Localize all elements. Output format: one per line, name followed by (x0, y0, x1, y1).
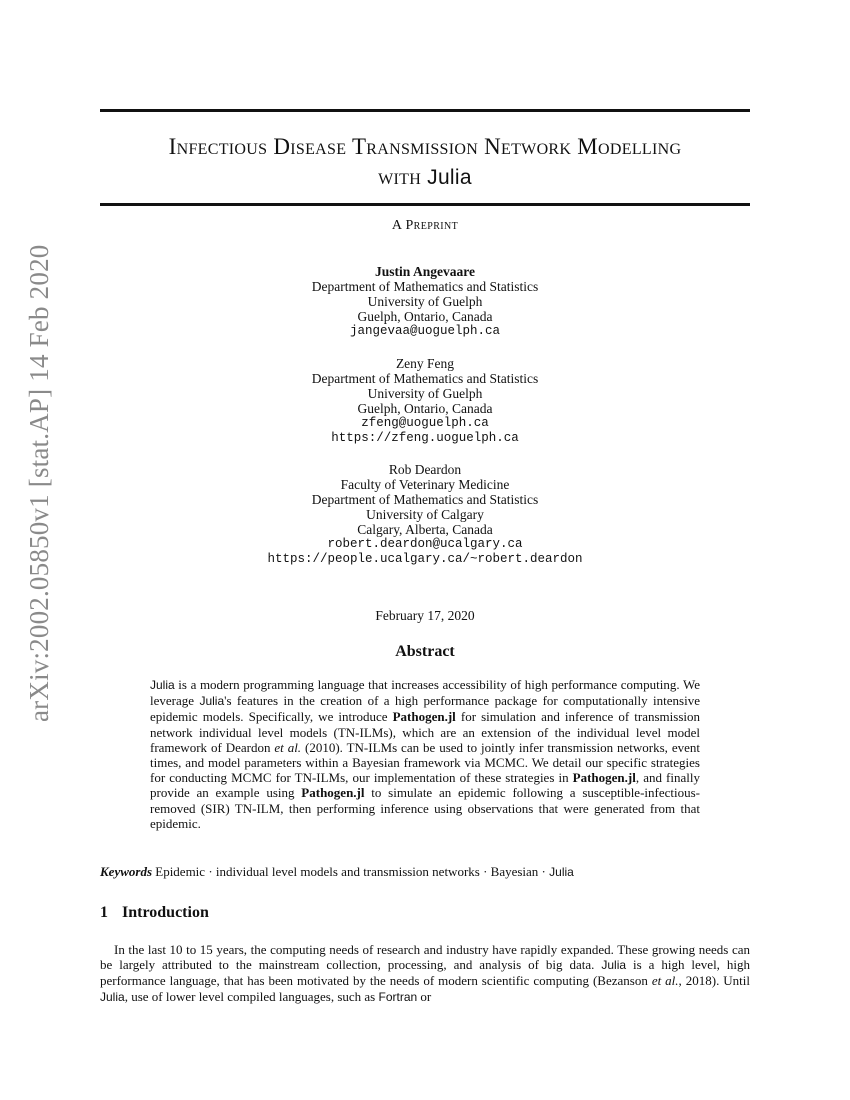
keyword-julia: Julia (549, 865, 574, 879)
author-dept: Department of Mathematics and Statistics (311, 492, 539, 507)
author-url-link[interactable]: https://people.ucalgary.ca/~robert.deardon (267, 552, 583, 566)
author-name: Justin Angevaare (375, 264, 475, 279)
intro-text: is a high level, high performance language, that has been motivated by the needs of modern scientific computing (Bezanson (100, 957, 750, 989)
author-name: Zeny Feng (395, 356, 455, 371)
paper-date: February 17, 2020 (375, 608, 475, 623)
author-email-link[interactable]: robert.deardon@ucalgary.ca (327, 537, 523, 551)
keywords-label: Keywords (100, 864, 152, 879)
author-block-3 (100, 462, 750, 567)
section-heading-introduction (100, 904, 209, 922)
package-name: Pathogen.jl (572, 770, 636, 786)
intro-text: , 2018). Until (678, 973, 751, 989)
intro-text: In the last 10 to 15 years, the computing needs of research and industry have rapidly expanded. These growing needs can be largely attributed to the mainstream collection, processing, and analysis of big data. (100, 942, 750, 973)
abstract-text: to simulate an epidemic following a susceptible-infectious-removed (SIR) TN-ILM, then performing inference using observations that were generated from that epidemic. (150, 785, 701, 831)
title-julia: Julia (427, 166, 472, 189)
abstract-text: 's features in the creation of a high performance package for computationally intensive epidemic models. Specifically, we introduce (150, 693, 700, 725)
paper-title (100, 132, 750, 193)
title-line-2-prefix: with (378, 164, 422, 189)
abstract-heading: Abstract (395, 643, 455, 660)
title-line-1: Infectious Disease Transmission Network Modelling (168, 134, 682, 159)
author-block-1 (100, 264, 750, 339)
section-title: Introduction (122, 904, 209, 921)
package-name: Pathogen.jl (392, 709, 456, 725)
intro-text: , use of lower level compiled languages, such as (124, 988, 379, 1004)
keywords-items: Epidemic · individual level models and transmission networks · Bayesian · (152, 864, 550, 879)
title-rule-bottom (100, 203, 750, 206)
author-name: Rob Deardon (388, 462, 462, 477)
package-name: Pathogen.jl (301, 785, 365, 801)
et-al: et al. (274, 739, 302, 755)
author-univ: University of Guelph (367, 294, 483, 309)
author-location: Guelph, Ontario, Canada (357, 401, 493, 416)
author-dept: Department of Mathematics and Statistics (311, 371, 539, 386)
author-block-2 (100, 356, 750, 446)
arxiv-stamp: arXiv:2002.05850v1 [stat.AP] 14 Feb 2020 (24, 244, 54, 722)
intro-paragraph (100, 942, 750, 1005)
author-univ: University of Guelph (367, 386, 483, 401)
author-dept: Department of Mathematics and Statistics (311, 279, 539, 294)
author-faculty: Faculty of Veterinary Medicine (340, 477, 510, 492)
abstract-text: for simulation and inference of transmission network individual level models (TN-ILMs), which are an extension of the individual level model framework of Deardon (150, 709, 700, 755)
title-rule-top (100, 109, 750, 112)
julia-name: Julia (150, 678, 175, 692)
fortran-name: Fortran (378, 989, 418, 1004)
section-number: 1 (100, 904, 108, 921)
abstract-body (150, 677, 700, 831)
intro-text: or (417, 988, 432, 1004)
preprint-label: A Preprint (391, 218, 459, 233)
abstract-text: , and finally provide an example using (150, 770, 700, 801)
author-univ: University of Calgary (366, 507, 484, 522)
julia-name: Julia (100, 989, 125, 1004)
keywords-line (100, 864, 750, 880)
abstract-text: is a modern programming language that increases accessibility of high performance computing. We leverage (150, 677, 700, 709)
julia-name: Julia (199, 694, 225, 709)
author-email-link[interactable]: jangevaa@uoguelph.ca (349, 324, 501, 338)
et-al: et al. (651, 973, 679, 989)
author-location: Guelph, Ontario, Canada (357, 309, 493, 324)
julia-name: Julia (601, 958, 627, 973)
author-url-link[interactable]: https://zfeng.uoguelph.ca (331, 431, 519, 445)
abstract-text: (2010). TN-ILMs can be used to jointly infer transmission networks, event times, and model parameters within a Bayesian framework via MCMC. We detail our specific strategies for conducting MCMC for TN-ILMs, our implementation of these strategies in (150, 739, 700, 786)
author-email-link[interactable]: zfeng@uoguelph.ca (361, 416, 489, 430)
author-location: Calgary, Alberta, Canada (357, 522, 493, 537)
